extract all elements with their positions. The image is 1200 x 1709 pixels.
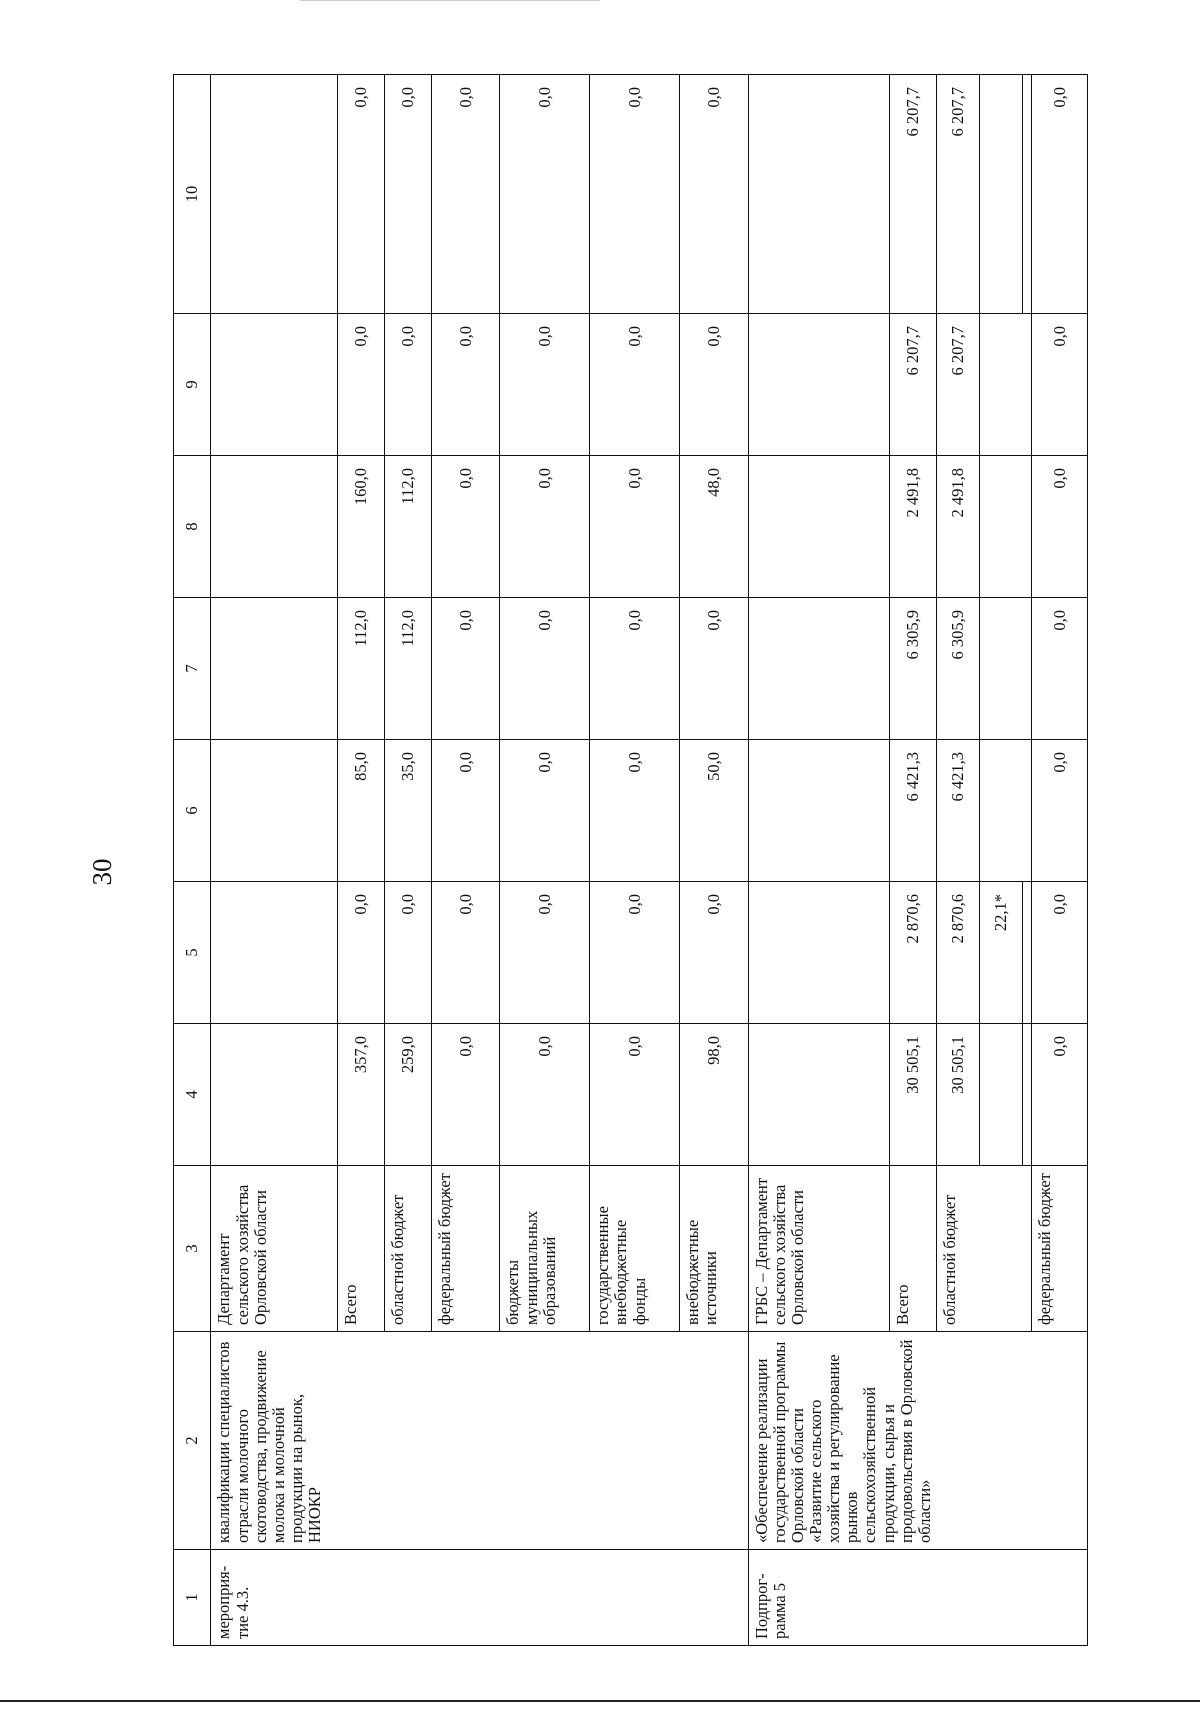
value-cell: 0,0 [1032, 740, 1088, 882]
row-name: квалификации специалистов отрасли молочного скотоводства, продвижение молока и молочной продукции на рынок, НИОКР [211, 1332, 748, 1550]
value-cell: 0,0 [590, 882, 680, 1024]
value-cell: 0,0 [431, 740, 499, 882]
value-cell: 2 491,8 [936, 456, 979, 598]
value-cell: 0,0 [590, 598, 680, 740]
value-cell: 0,0 [1032, 314, 1088, 456]
value-cell: 35,0 [384, 740, 431, 882]
value-cell: 2 870,6 [936, 882, 979, 1024]
value-cell: 0,0 [431, 456, 499, 598]
value-cell: 0,0 [590, 75, 680, 314]
value-cell: 6 207,7 [936, 75, 979, 314]
source-cell: Департамент сельского хозяйства Орловской области [211, 1166, 337, 1332]
value-cell: 0,0 [1032, 882, 1088, 1024]
value-cell: 85,0 [337, 740, 384, 882]
value-cell: 112,0 [384, 598, 431, 740]
value-cell: 0,0 [431, 314, 499, 456]
value-cell: 6 207,7 [889, 314, 936, 456]
value-cell: 0,0 [384, 314, 431, 456]
value-cell: 0,0 [500, 75, 590, 314]
value-cell: 0,0 [500, 598, 590, 740]
value-cell: 0,0 [384, 75, 431, 314]
value-cell: 0,0 [337, 75, 384, 314]
value-cell: 357,0 [337, 1024, 384, 1166]
value-cell: 259,0 [384, 1024, 431, 1166]
col-header: 10 [174, 75, 211, 314]
row-code: Подпрог-рамма 5 [748, 1550, 1087, 1646]
value-cell: 0,0 [590, 1024, 680, 1166]
page-number: 30 [86, 858, 117, 886]
col-header: 1 [174, 1550, 211, 1646]
value-cell: 0,0 [431, 1024, 499, 1166]
col-header: 3 [174, 1166, 211, 1332]
value-cell: 0,0 [337, 314, 384, 456]
source-cell: федеральный бюджет [431, 1166, 499, 1332]
col-header: 5 [174, 882, 211, 1024]
value-cell: 0,0 [590, 314, 680, 456]
value-cell: 0,0 [1032, 1024, 1088, 1166]
value-cell: 0,0 [500, 882, 590, 1024]
row-name: «Обеспечение реализации государственной программы Орловской области «Развитие сельского хозяйства и регулирование рынков сельскохозяйственной продукции, сырья и продовольствия в Орловской области» [748, 1332, 1087, 1550]
value-cell: 0,0 [337, 882, 384, 1024]
table-row [748, 75, 889, 1646]
value-cell: 6 207,7 [936, 314, 979, 456]
col-header: 4 [174, 1024, 211, 1166]
value-cell: 50,0 [680, 740, 748, 882]
value-cell: 0,0 [680, 314, 748, 456]
value-cell: 0,0 [500, 314, 590, 456]
source-cell: областной бюджет [936, 1166, 1031, 1332]
row-code: мероприя-тие 4.3. [211, 1550, 748, 1646]
value-cell: 6 305,9 [889, 598, 936, 740]
value-cell: 0,0 [431, 598, 499, 740]
col-header: 7 [174, 598, 211, 740]
value-cell: 0,0 [384, 882, 431, 1024]
value-cell: 6 305,9 [936, 598, 979, 740]
scan-artifact-line [300, 0, 600, 1]
value-cell: 0,0 [500, 740, 590, 882]
value-cell: 160,0 [337, 456, 384, 598]
value-cell: 0,0 [431, 75, 499, 314]
col-header: 2 [174, 1332, 211, 1550]
value-cell: 112,0 [384, 456, 431, 598]
value-cell: 0,0 [431, 882, 499, 1024]
col-header: 9 [174, 314, 211, 456]
budget-table [173, 74, 1088, 1646]
value-cell: 30 505,1 [936, 1024, 979, 1166]
value-cell: 98,0 [680, 1024, 748, 1166]
source-cell: федеральный бюджет [1032, 1166, 1088, 1332]
col-header: 8 [174, 456, 211, 598]
value-cell: 6 421,3 [889, 740, 936, 882]
source-cell: внебюджетные источники [680, 1166, 748, 1332]
value-cell: 6 207,7 [889, 75, 936, 314]
value-cell: 48,0 [680, 456, 748, 598]
source-cell: областной бюджет [384, 1166, 431, 1332]
value-cell: 0,0 [1032, 75, 1088, 314]
value-cell: 0,0 [1032, 598, 1088, 740]
footnote-value: 22,1* [979, 882, 1022, 1024]
value-cell: 2 870,6 [889, 882, 936, 1024]
rotated-table-container [173, 75, 1088, 1646]
value-cell: 0,0 [1032, 456, 1088, 598]
value-cell: 0,0 [590, 456, 680, 598]
value-cell: 30 505,1 [889, 1024, 936, 1166]
value-cell: 0,0 [680, 882, 748, 1024]
source-cell: Всего [337, 1166, 384, 1332]
value-cell: 6 421,3 [936, 740, 979, 882]
table-row [211, 75, 337, 1646]
value-cell: 0,0 [500, 456, 590, 598]
value-cell: 0,0 [500, 1024, 590, 1166]
value-cell: 0,0 [680, 598, 748, 740]
header-row [174, 75, 211, 1646]
source-cell: бюджеты муниципальных образований [500, 1166, 590, 1332]
source-cell: ГРБС – Департамент сельского хозяйства Орловской области [748, 1166, 889, 1332]
value-cell: 0,0 [680, 75, 748, 314]
value-cell: 0,0 [590, 740, 680, 882]
source-cell: государственные внебюджетные фонды [590, 1166, 680, 1332]
source-cell: Всего [889, 1166, 936, 1332]
value-cell: 2 491,8 [889, 456, 936, 598]
value-cell: 112,0 [337, 598, 384, 740]
page-bottom-border [0, 1700, 1200, 1702]
col-header: 6 [174, 740, 211, 882]
